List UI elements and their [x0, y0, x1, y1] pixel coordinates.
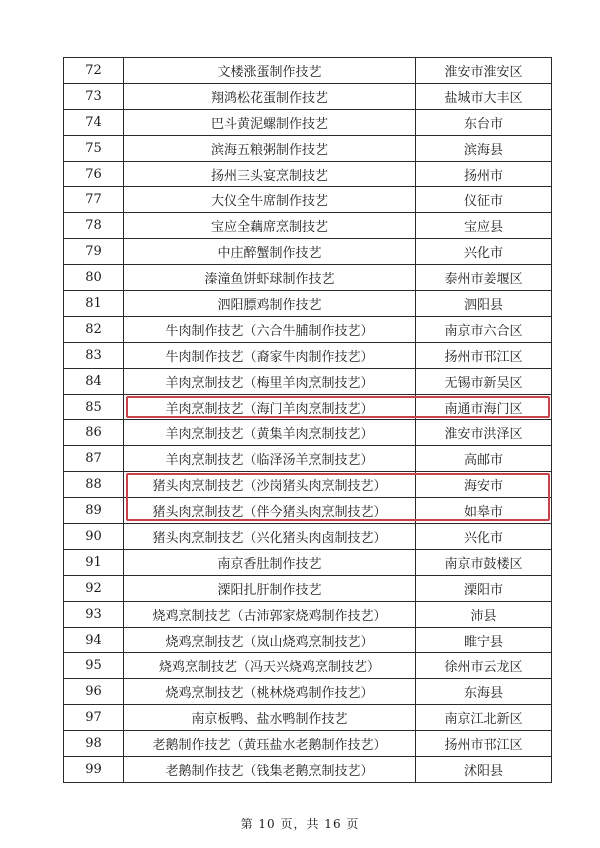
item-location: 兴化市 [416, 239, 552, 265]
row-number: 98 [64, 731, 124, 757]
table-row [64, 316, 552, 342]
item-name: 翔鸿松花蛋制作技艺 [124, 83, 416, 109]
table-row [64, 291, 552, 317]
item-location: 无锡市新吴区 [416, 368, 552, 394]
item-location: 仪征市 [416, 187, 552, 213]
item-name: 泗阳膘鸡制作技艺 [124, 291, 416, 317]
item-location: 沛县 [416, 601, 552, 627]
item-location: 盐城市大丰区 [416, 83, 552, 109]
row-number: 86 [64, 420, 124, 446]
table-row [64, 757, 552, 783]
item-location: 徐州市云龙区 [416, 653, 552, 679]
row-number: 80 [64, 265, 124, 291]
item-location: 扬州市 [416, 161, 552, 187]
row-number: 82 [64, 316, 124, 342]
table-row [64, 161, 552, 187]
row-number: 91 [64, 549, 124, 575]
item-location: 如皋市 [416, 498, 552, 524]
table-row [64, 420, 552, 446]
row-number: 76 [64, 161, 124, 187]
row-number: 94 [64, 627, 124, 653]
item-name: 羊肉烹制技艺（海门羊肉烹制技艺） [124, 394, 416, 420]
row-number: 89 [64, 498, 124, 524]
row-number: 79 [64, 239, 124, 265]
row-number: 88 [64, 472, 124, 498]
table-row [64, 368, 552, 394]
item-name: 牛肉制作技艺（六合牛脯制作技艺） [124, 316, 416, 342]
table-row [64, 472, 552, 498]
table-row [64, 394, 552, 420]
row-number: 95 [64, 653, 124, 679]
item-name: 扬州三头宴烹制技艺 [124, 161, 416, 187]
row-number: 81 [64, 291, 124, 317]
table-row [64, 549, 552, 575]
table-row [64, 83, 552, 109]
page-footer: 第 10 页，共 16 页 [240, 817, 360, 831]
item-name: 烧鸡烹制技艺（古沛郭家烧鸡制作技艺） [124, 601, 416, 627]
item-location: 兴化市 [416, 524, 552, 550]
item-location: 东海县 [416, 679, 552, 705]
row-number: 87 [64, 446, 124, 472]
row-number: 99 [64, 757, 124, 783]
item-name: 南京板鸭、盐水鸭制作技艺 [124, 705, 416, 731]
table-body [64, 58, 552, 783]
row-number: 78 [64, 213, 124, 239]
item-name: 巴斗黄泥螺制作技艺 [124, 109, 416, 135]
item-location: 淮安市洪泽区 [416, 420, 552, 446]
row-number: 72 [64, 58, 124, 84]
row-number: 92 [64, 575, 124, 601]
item-location: 东台市 [416, 109, 552, 135]
item-location: 南京市六合区 [416, 316, 552, 342]
item-location: 扬州市邗江区 [416, 731, 552, 757]
item-location: 沭阳县 [416, 757, 552, 783]
table-row [64, 627, 552, 653]
item-location: 海安市 [416, 472, 552, 498]
item-location: 南京江北新区 [416, 705, 552, 731]
item-name: 中庄醉蟹制作技艺 [124, 239, 416, 265]
item-name: 猪头肉烹制技艺（沙岗猪头肉烹制技艺） [124, 472, 416, 498]
row-number: 84 [64, 368, 124, 394]
item-name: 滨海五粮粥制作技艺 [124, 135, 416, 161]
item-location: 扬州市邗江区 [416, 342, 552, 368]
item-name: 猪头肉烹制技艺（兴化猪头肉卤制技艺） [124, 524, 416, 550]
item-name: 烧鸡烹制技艺（岚山烧鸡烹制技艺） [124, 627, 416, 653]
item-location: 泗阳县 [416, 291, 552, 317]
table-row [64, 213, 552, 239]
row-number: 83 [64, 342, 124, 368]
row-number: 90 [64, 524, 124, 550]
item-name: 烧鸡烹制技艺（冯天兴烧鸡烹制技艺） [124, 653, 416, 679]
table-row [64, 731, 552, 757]
item-name: 羊肉烹制技艺（黄集羊肉烹制技艺） [124, 420, 416, 446]
item-name: 南京香肚制作技艺 [124, 549, 416, 575]
item-location: 南通市海门区 [416, 394, 552, 420]
row-number: 74 [64, 109, 124, 135]
table-row [64, 679, 552, 705]
table-row [64, 446, 552, 472]
table-row [64, 705, 552, 731]
row-number: 96 [64, 679, 124, 705]
table-row [64, 265, 552, 291]
item-location: 滨海县 [416, 135, 552, 161]
table-row [64, 342, 552, 368]
row-number: 85 [64, 394, 124, 420]
row-number: 75 [64, 135, 124, 161]
item-location: 淮安市淮安区 [416, 58, 552, 84]
table-row [64, 601, 552, 627]
table-row [64, 58, 552, 84]
item-location: 高邮市 [416, 446, 552, 472]
item-name: 老鹅制作技艺（钱集老鹅烹制技艺） [124, 757, 416, 783]
item-name: 溧阳扎肝制作技艺 [124, 575, 416, 601]
item-location: 泰州市姜堰区 [416, 265, 552, 291]
item-location: 宝应县 [416, 213, 552, 239]
table-row [64, 498, 552, 524]
row-number: 77 [64, 187, 124, 213]
item-name: 猪头肉烹制技艺（伴今猪头肉烹制技艺） [124, 498, 416, 524]
table-row [64, 187, 552, 213]
item-name: 牛肉制作技艺（裔家牛肉制作技艺） [124, 342, 416, 368]
item-name: 溱潼鱼饼虾球制作技艺 [124, 265, 416, 291]
item-name: 宝应全藕席烹制技艺 [124, 213, 416, 239]
heritage-list-table [63, 57, 552, 783]
row-number: 73 [64, 83, 124, 109]
item-name: 文楼涨蛋制作技艺 [124, 58, 416, 84]
item-location: 睢宁县 [416, 627, 552, 653]
row-number: 93 [64, 601, 124, 627]
item-name: 老鹅制作技艺（黄珏盐水老鹅制作技艺） [124, 731, 416, 757]
item-location: 溧阳市 [416, 575, 552, 601]
item-name: 大仪全牛席制作技艺 [124, 187, 416, 213]
item-name: 羊肉烹制技艺（临泽汤羊烹制技艺） [124, 446, 416, 472]
table-row [64, 109, 552, 135]
item-name: 烧鸡烹制技艺（桃林烧鸡制作技艺） [124, 679, 416, 705]
table-row [64, 135, 552, 161]
row-number: 97 [64, 705, 124, 731]
item-location: 南京市鼓楼区 [416, 549, 552, 575]
table-row [64, 575, 552, 601]
table-row [64, 524, 552, 550]
item-name: 羊肉烹制技艺（梅里羊肉烹制技艺） [124, 368, 416, 394]
table-row [64, 239, 552, 265]
table-row [64, 653, 552, 679]
